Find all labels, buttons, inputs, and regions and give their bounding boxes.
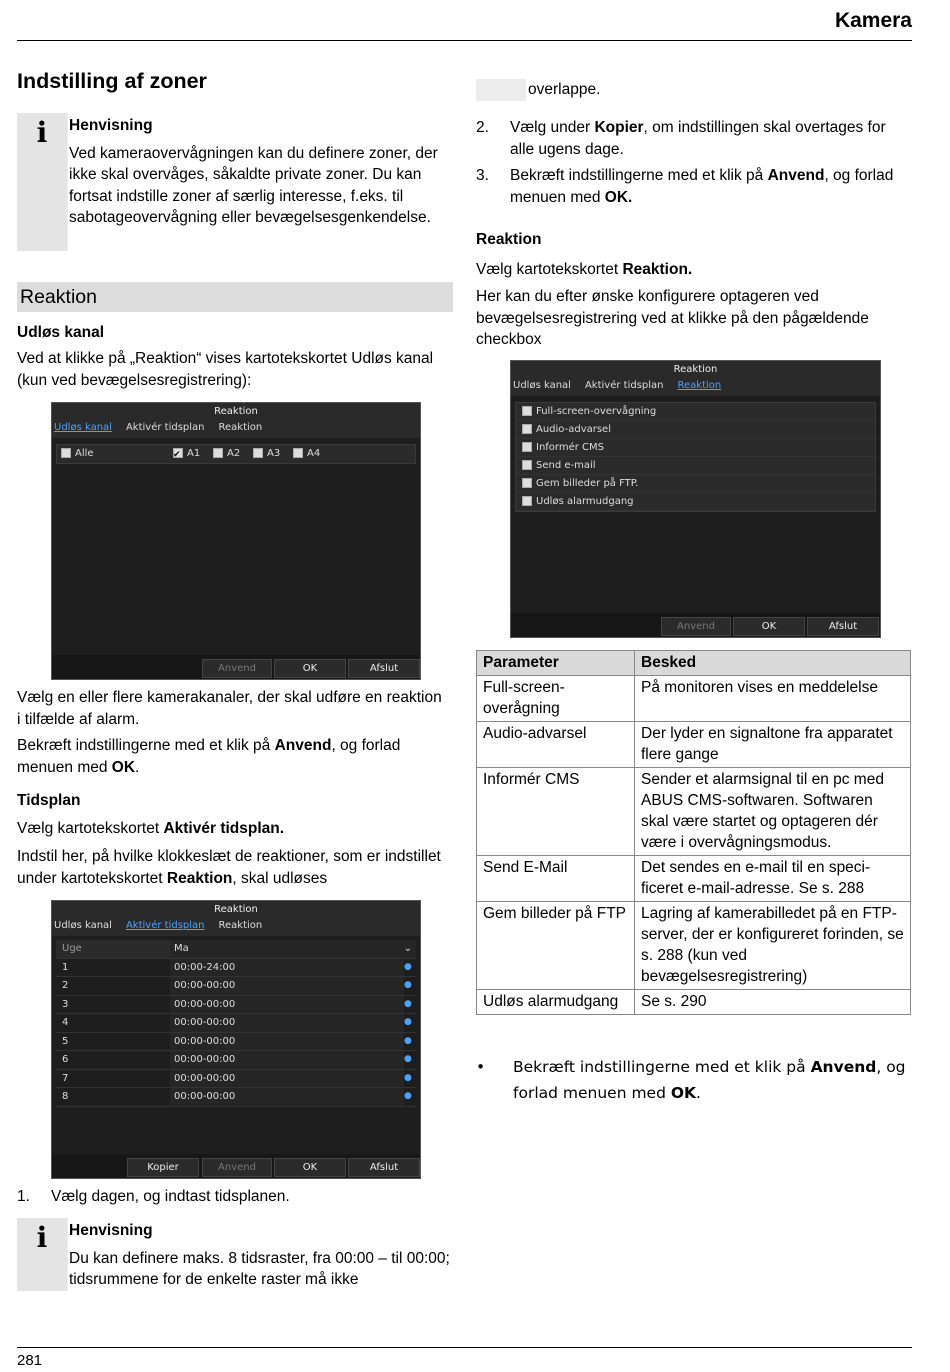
info-icon: i — [17, 1218, 67, 1291]
parameter-cell: Audio-advarsel — [477, 722, 635, 768]
checkbox[interactable] — [522, 460, 532, 470]
anvend-button[interactable]: Anvend — [661, 617, 731, 636]
column-header: Besked — [635, 651, 911, 676]
step-2: 2. Vælg under Kopier, om indstillingen skal overtages for alle ugens dage. — [476, 119, 886, 158]
dvr-tabs — [511, 378, 880, 396]
paragraph: Vælg en eller flere kamerakanaler, der skal udføre en reaktion i tilfælde af alarm. — [17, 689, 442, 728]
checkbox-a1[interactable]: ✔ A1 — [173, 445, 213, 463]
paragraph: Indstil her, på hvilke klokkeslæt de reaktioner, som er indstillet under kartotekskortet Reaktion, skal udløses — [17, 848, 441, 887]
kopier-button[interactable]: Kopier — [127, 1158, 199, 1177]
tab-udlos-kanal[interactable]: Udløs kanal — [54, 422, 112, 433]
time-range-field[interactable]: 00:00-00:00 — [170, 996, 404, 1014]
running-header: Kamera — [834, 9, 912, 32]
schedule-row — [56, 996, 416, 1015]
clock-icon[interactable]: ● — [404, 1054, 412, 1064]
dvr-screenshot-reaktion — [510, 360, 881, 638]
table-row — [477, 902, 911, 990]
day-select[interactable]: Ma ⌄ — [170, 940, 416, 958]
dvr-title: Reaktion — [511, 361, 880, 378]
subheading-udlos-kanal: Udløs kanal — [17, 324, 104, 341]
info-note — [17, 113, 453, 251]
afslut-button[interactable]: Afslut — [348, 659, 420, 678]
dvr-screenshot-udlos-kanal — [51, 402, 421, 680]
time-range-field[interactable]: 00:00-00:00 — [170, 1033, 404, 1051]
page-title: Indstilling af zoner — [17, 69, 207, 93]
parameter-cell: Gem billeder på FTP — [477, 902, 635, 990]
reaction-option[interactable] — [516, 457, 875, 475]
checkbox-a4[interactable]: A4 — [293, 445, 333, 463]
parameter-cell: Udløs alarmudgang — [477, 990, 635, 1015]
header-rule — [17, 40, 912, 41]
table-header-row — [477, 651, 911, 676]
subheading-reaktion: Reaktion — [476, 231, 542, 248]
dvr-tabs — [52, 420, 420, 438]
tab-reaktion[interactable]: Reaktion — [218, 920, 263, 931]
tab-udlos-kanal[interactable]: Udløs kanal — [513, 380, 571, 391]
step-3: 3. Bekræft indstillingerne med et klik på Anvend, og forlad menuen med OK. — [476, 167, 894, 206]
row-number: 2 — [62, 980, 69, 991]
option-label: Full-screen-overvågning — [536, 406, 657, 417]
section-heading: Reaktion — [17, 282, 453, 312]
checkbox[interactable] — [522, 496, 532, 506]
note-text: Ved kameraovervågningen kan du definere zoner, der ikke skal overvåges, såkaldte private zoner. Du kan fortsat indstille zoner af særlig interesse, f.eks. til sabotageovervågning eller bevægelsesgenkendelse. — [69, 144, 438, 226]
parameter-cell: Full-screen-overågning — [477, 676, 635, 722]
row-number: 4 — [62, 1017, 69, 1028]
row-number: 3 — [62, 998, 69, 1010]
tab-reaktion[interactable]: Reaktion — [218, 422, 263, 433]
message-cell: Der lyder en signaltone fra apparatet flere gange — [635, 722, 911, 768]
clock-icon[interactable]: ● — [404, 1072, 412, 1083]
dvr-button-bar — [52, 1154, 420, 1178]
step-1: 1. Vælg dagen, og indtast tidsplanen. — [17, 1188, 290, 1205]
ok-button[interactable]: OK — [274, 659, 346, 678]
schedule-row — [56, 1070, 416, 1089]
row-number: 1 — [62, 961, 69, 973]
tab-reaktion[interactable]: Reaktion — [677, 380, 722, 391]
reaction-options — [515, 402, 876, 512]
row-number: 7 — [62, 1072, 69, 1084]
ok-button[interactable]: OK — [274, 1158, 346, 1177]
message-cell: Se s. 290 — [635, 990, 911, 1015]
table-row — [477, 722, 911, 768]
clock-icon[interactable]: ● — [404, 1091, 412, 1101]
info-icon: i — [17, 113, 67, 251]
clock-icon[interactable]: ● — [404, 1017, 412, 1027]
option-label: Gem billeder på FTP. — [536, 478, 639, 489]
step-list — [476, 117, 906, 208]
paragraph: Ved at klikke på „Reaktion“ vises kartotekskortet Udløs kanal (kun ved bevægelsesregistrering): — [17, 350, 434, 389]
time-range-field[interactable]: 00:00-00:00 — [170, 1088, 404, 1106]
time-range-field[interactable]: 00:00-00:00 — [170, 1051, 404, 1069]
option-label: Udløs alarmudgang — [536, 496, 634, 507]
schedule-table — [56, 940, 416, 1107]
column-header: Parameter — [477, 651, 635, 676]
checkbox-a2[interactable]: A2 — [213, 445, 253, 463]
channel-checkbox-row — [56, 444, 416, 464]
checkbox[interactable] — [522, 406, 532, 416]
dvr-button-bar — [511, 613, 880, 637]
page-number: 281 — [17, 1352, 43, 1369]
bullet-item: • Bekræft indstillingerne med et klik på Anvend, og forlad menuen med OK. — [476, 1054, 912, 1106]
afslut-button[interactable]: Afslut — [807, 617, 879, 636]
checkbox[interactable] — [522, 424, 532, 434]
parameter-cell: Send E-Mail — [477, 856, 635, 902]
clock-icon[interactable]: ● — [404, 1035, 412, 1046]
note-title: Henvisning — [69, 1222, 153, 1239]
time-range-field[interactable]: 00:00-00:00 — [170, 1014, 404, 1032]
ok-button[interactable]: OK — [733, 617, 805, 636]
checkbox[interactable] — [522, 442, 532, 452]
bullet-icon: • — [476, 1058, 486, 1076]
tab-aktiver-tidsplan[interactable]: Aktivér tidsplan — [125, 422, 205, 433]
reaction-option[interactable] — [516, 475, 875, 493]
clock-icon[interactable]: ● — [404, 998, 412, 1009]
time-range-field[interactable]: 00:00-24:00 — [170, 959, 404, 977]
tab-udlos-kanal[interactable]: Udløs kanal — [54, 920, 112, 931]
message-cell: Sender et alarmsignal til en pc med ABUS CMS-softwaren. Softwaren skal være startet og optageren dér være i overvågningsmodus. — [635, 768, 911, 856]
note-title: Henvisning — [69, 117, 153, 134]
row-number: 6 — [62, 1054, 69, 1065]
option-label: Send e-mail — [536, 460, 596, 471]
schedule-rows — [56, 959, 416, 1107]
chevron-down-icon: ⌄ — [403, 943, 412, 954]
table-row — [477, 768, 911, 856]
reaction-option[interactable] — [516, 439, 875, 457]
row-number: 8 — [62, 1091, 69, 1102]
schedule-row — [56, 1051, 416, 1070]
clock-icon[interactable]: ● — [404, 961, 412, 972]
reaction-option[interactable] — [516, 421, 875, 439]
message-cell: Lagring af kamerabilledet på en FTP-server, der er konfigureret forinden, se s. 288 (kun ved bevægelsesregistrering) — [635, 902, 911, 990]
table-row — [477, 856, 911, 902]
footer-rule — [17, 1347, 912, 1348]
schedule-row — [56, 1033, 416, 1052]
schedule-row — [56, 1014, 416, 1033]
dvr-button-bar — [52, 655, 420, 679]
schedule-row — [56, 1088, 416, 1107]
checkbox-a3[interactable]: A3 — [253, 445, 293, 463]
checkbox-alle[interactable]: Alle — [61, 445, 173, 463]
clock-icon[interactable]: ● — [404, 980, 412, 990]
table-body — [477, 676, 911, 1015]
subheading-tidsplan: Tidsplan — [17, 792, 81, 809]
time-range-field[interactable]: 00:00-00:00 — [170, 977, 404, 995]
checkbox[interactable] — [522, 478, 532, 488]
info-note — [17, 1218, 453, 1291]
message-cell: På monitoren vises en meddelelse — [635, 676, 911, 722]
message-cell: Det sendes en e-mail til en speci-ficeret e-mail-adresse. Se s. 288 — [635, 856, 911, 902]
tab-aktiver-tidsplan[interactable]: Aktivér tidsplan — [584, 380, 664, 391]
dvr-title: Reaktion — [52, 403, 420, 420]
reaction-option[interactable] — [516, 403, 875, 421]
dvr-screenshot-tidsplan — [51, 900, 421, 1179]
anvend-button[interactable]: Anvend — [202, 659, 272, 678]
table-row — [477, 990, 911, 1015]
table-row — [477, 676, 911, 722]
option-label: Informér CMS — [536, 442, 605, 453]
time-range-field[interactable]: 00:00-00:00 — [170, 1070, 404, 1088]
afslut-button[interactable]: Afslut — [348, 1158, 420, 1177]
reaction-option[interactable] — [516, 493, 875, 511]
anvend-button[interactable]: Anvend — [202, 1158, 272, 1177]
dvr-tabs — [52, 918, 420, 936]
schedule-row — [56, 959, 416, 978]
note-continuation: overlappe. — [476, 79, 912, 101]
paragraph: Vælg kartotekskortet Reaktion. — [476, 261, 693, 278]
tab-aktiver-tidsplan[interactable]: Aktivér tidsplan — [125, 920, 205, 931]
parameter-cell: Informér CMS — [477, 768, 635, 856]
day-select-row: Uge Ma ⌄ — [56, 940, 416, 959]
step-list — [17, 1186, 447, 1208]
row-number: 5 — [62, 1035, 69, 1047]
option-label: Audio-advarsel — [536, 424, 611, 435]
paragraph: Bekræft indstillingerne med et klik på Anvend, og forlad menuen med OK. — [17, 737, 401, 776]
parameter-table — [476, 650, 911, 1015]
schedule-row — [56, 977, 416, 996]
paragraph: Her kan du efter ønske konfigurere optageren ved bevægelsesregistrering ved at klikke på den pågældende checkbox — [476, 288, 869, 348]
note-text: Du kan definere maks. 8 tidsraster, fra 00:00 – til 00:00; tidsrummene for de enkelte raster må ikke — [69, 1249, 450, 1288]
dvr-title: Reaktion — [52, 901, 420, 918]
paragraph: Vælg kartotekskortet Aktivér tidsplan. — [17, 820, 285, 837]
